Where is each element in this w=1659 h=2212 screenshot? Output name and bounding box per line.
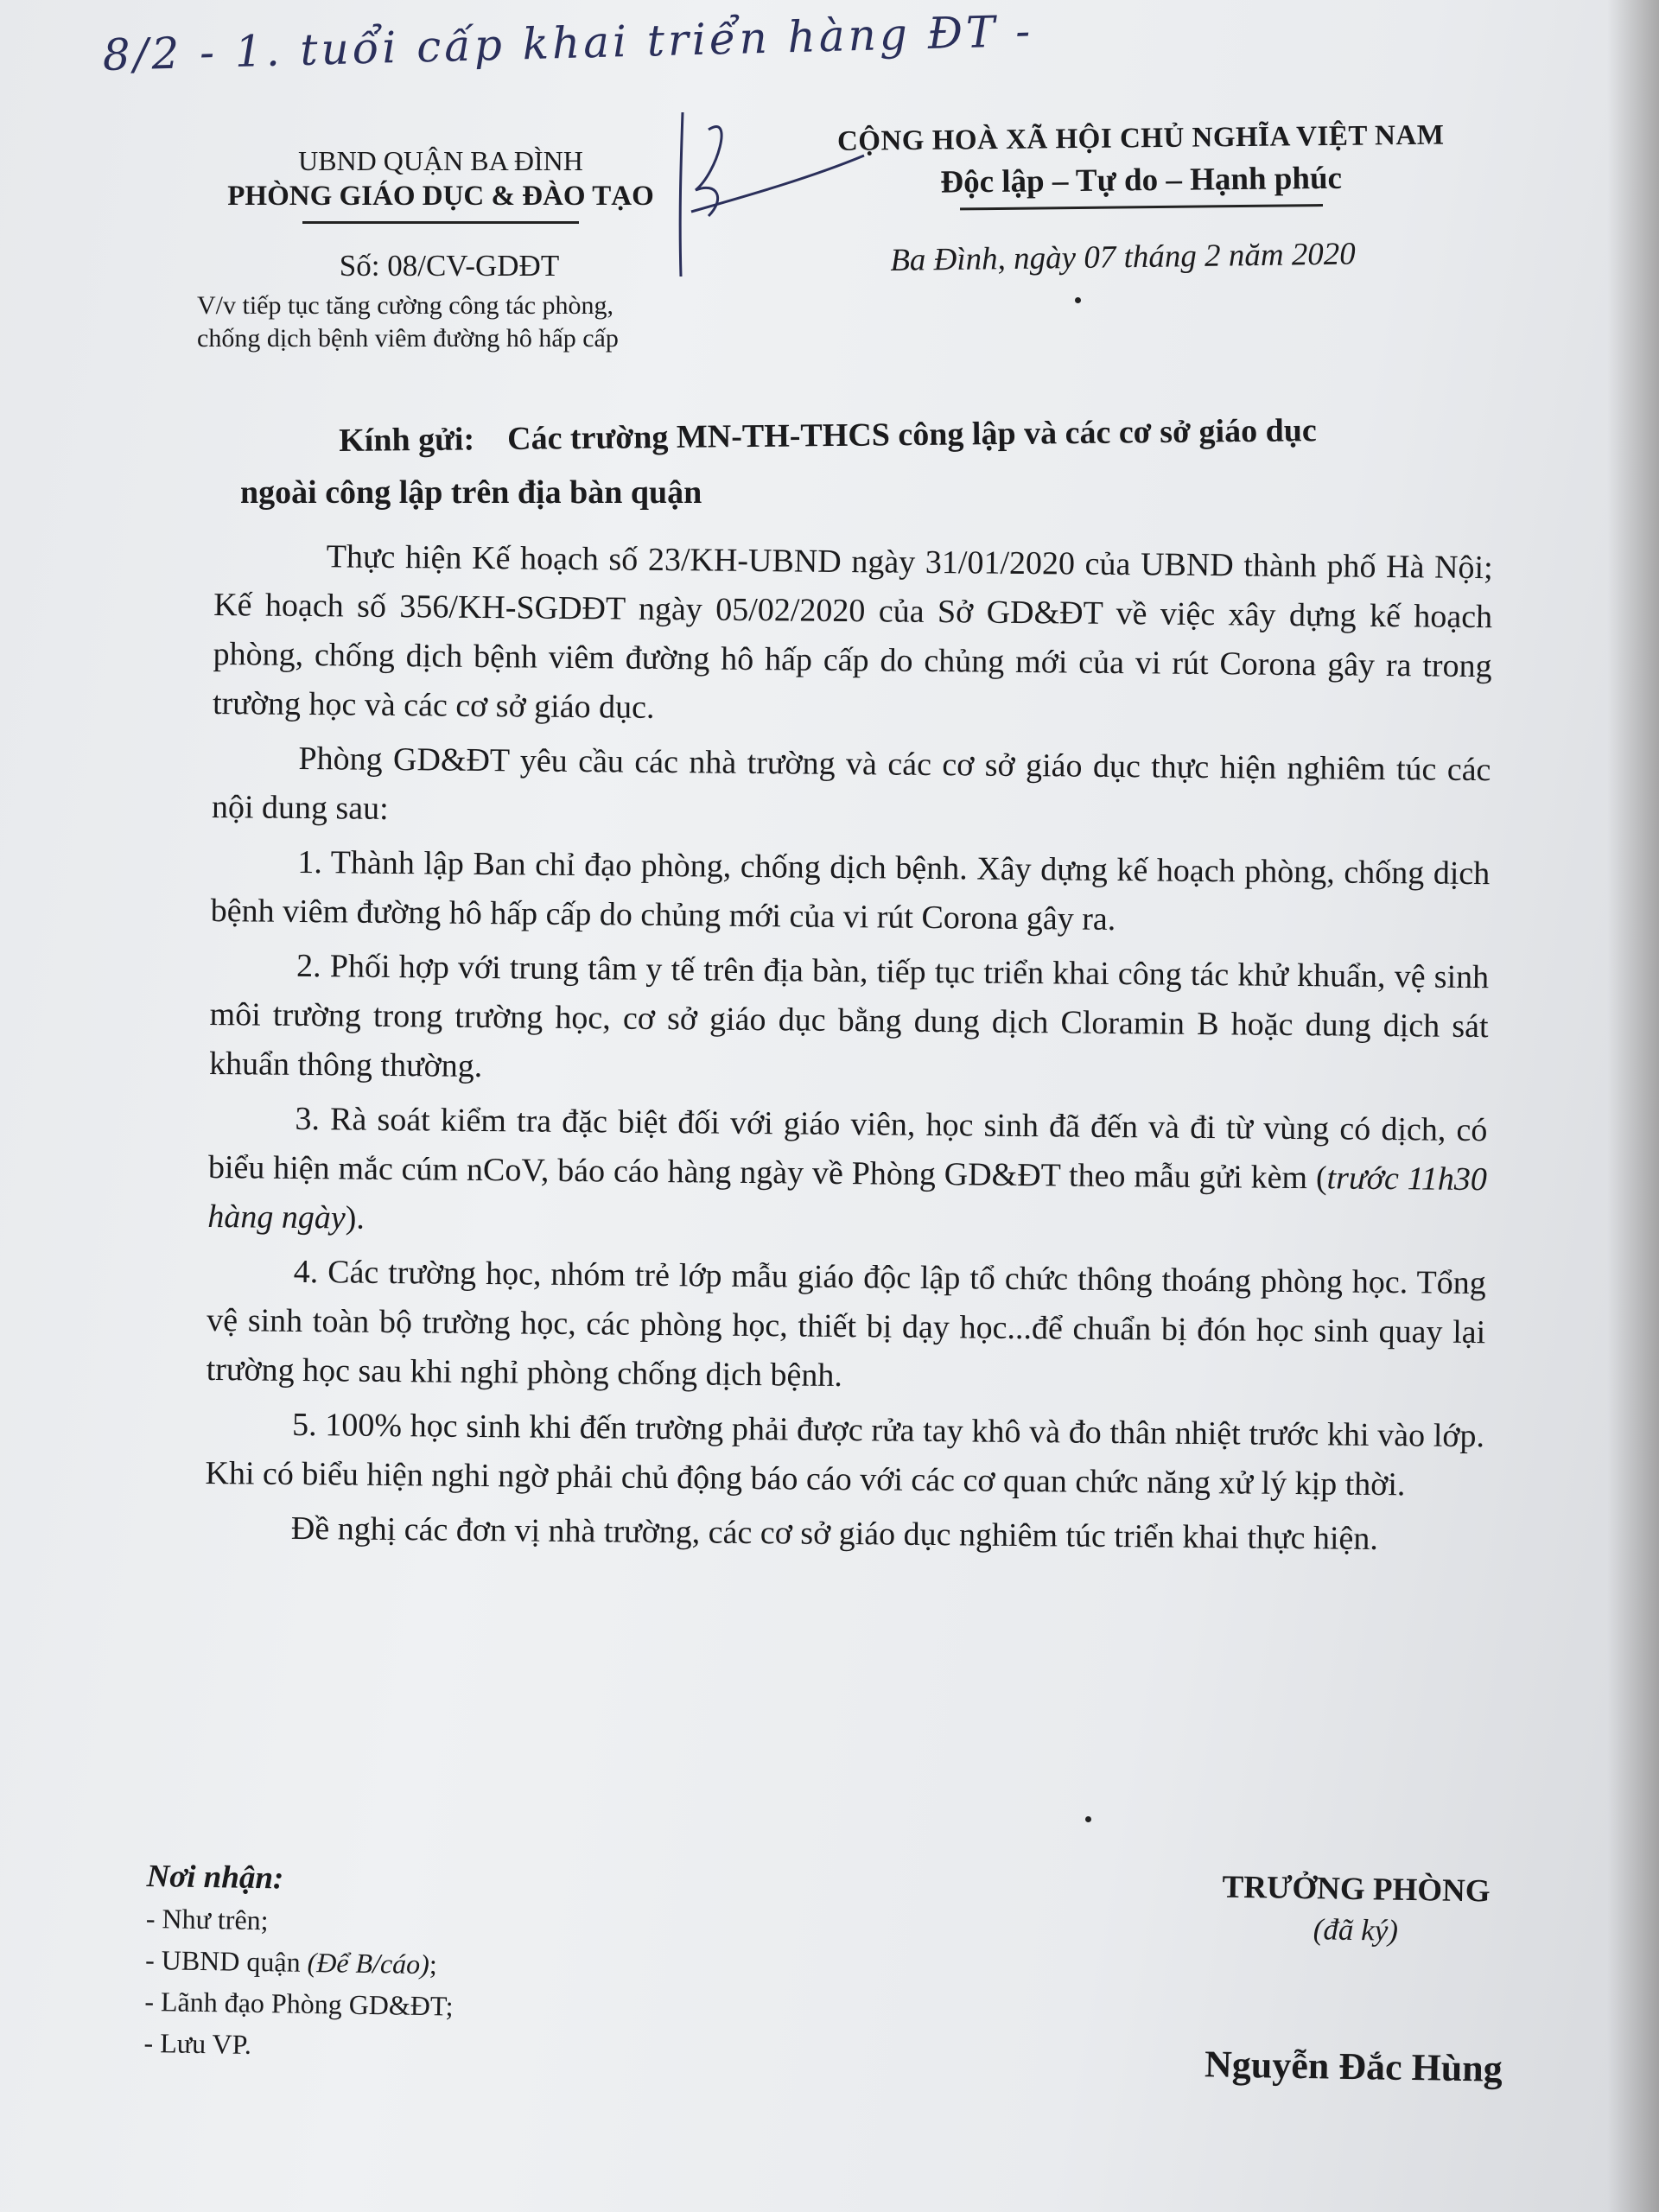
agency-line2: PHÒNG GIÁO DỤC & ĐÀO TẠO: [227, 181, 654, 212]
item-3: [207, 1094, 1488, 1254]
recipients-item-note: (Để B/cáo): [307, 1946, 430, 1980]
recipients-item: [145, 1939, 454, 1986]
request-paragraph: Phòng GD&ĐT yêu cầu các nhà trường và các cơ sở giáo dục thực hiện nghiêm túc các nội dung sau:: [211, 740, 1491, 827]
subject-line2: chống dịch bệnh viêm đường hô hấp cấp: [197, 324, 619, 353]
recipient-text2: ngoài công lập trên địa bàn quận: [240, 474, 702, 511]
item-3-end: ).: [345, 1199, 365, 1236]
handwritten-note: 8/2 - 1. tuổi cấp khai triển hàng ĐT -: [102, 5, 1034, 80]
national-motto: [830, 119, 1452, 212]
ink-dot: [1085, 1816, 1091, 1822]
ink-dot: [1075, 297, 1081, 303]
recipient-label: Kính gửi:: [339, 421, 475, 459]
recipients-item: - Lưu VP.: [143, 2026, 252, 2060]
item-2: 2. Phối hợp với trung tâm y tế trên địa bàn, tiếp tục triển khai công tác khử khuẩn, vệ sinh môi trường trong trường học, cơ sở giáo dục bằng dung dịch Cloramin B hoặc dung dịch sát khuẩn thông thường.: [208, 947, 1490, 1085]
motto-underline: [960, 204, 1323, 210]
subject-line1: V/v tiếp tục tăng cường công tác phòng,: [197, 291, 614, 320]
recipients-item-text: - UBND quận: [144, 1943, 308, 1978]
recipients-list: [143, 1856, 455, 2069]
item-3-deadline: trước 11h30 hàng ngày: [207, 1160, 1488, 1236]
item-3-text: 3. Rà soát kiểm tra đặc biệt đối với giáo viên, học sinh đã đến và đi từ vùng có dịch, có biểu hiện mắc cúm nCoV, báo cáo hàng ngày về Phòng GD&ĐT theo mẫu gửi kèm (: [207, 1100, 1488, 1197]
document-body: [205, 531, 1493, 1570]
country-line2: Độc lập – Tự do – Hạnh phúc: [940, 160, 1343, 200]
document-number: Số: 08/CV-GDĐT: [339, 249, 560, 283]
recipient-line1: [339, 411, 1317, 460]
recipients-item-end: ;: [429, 1948, 438, 1980]
item-1: 1. Thành lập Ban chỉ đạo phòng, chống dịch bệnh. Xây dựng kế hoạch phòng, chống dịch bệnh viêm đường hô hấp cấp do chủng mới của vi rút Corona gây ra.: [210, 843, 1491, 938]
place-date: Ba Đình, ngày 07 tháng 2 năm 2020: [890, 236, 1357, 278]
closing-paragraph: Đề nghị các đơn vị nhà trường, các cơ sở giáo dục nghiêm túc triển khai thực hiện.: [290, 1510, 1379, 1557]
agency-line1: UBND QUẬN BA ĐÌNH: [298, 145, 583, 176]
recipients-title: Nơi nhận:: [146, 1858, 284, 1897]
signer-name: Nguyễn Đắc Hùng: [1204, 2043, 1503, 2090]
item-5: 5. 100% học sinh khi đến trường phải được rửa tay khô và đo thân nhiệt trước khi vào lớp. Khi có biểu hiện nghi ngờ phải chủ động báo cáo với các cơ quan chức năng xử lý kịp thời.: [205, 1406, 1485, 1503]
document-subject: [197, 289, 619, 355]
signer-role: TRƯỞNG PHÒNG: [1222, 1869, 1491, 1910]
signed-note: (đã ký): [1313, 1912, 1399, 1948]
recipients-item: - Như trên;: [145, 1902, 269, 1936]
intro-paragraph: Thực hiện Kế hoạch số 23/KH-UBND ngày 31/01/2020 của UBND thành phố Hà Nội; Kế hoạch số 356/KH-SGDĐT ngày 05/02/2020 của Sở GD&ĐT về việc xây dựng kế hoạch phòng, chống dịch bệnh viêm đường hô hấp cấp do chủng mới của vi rút Corona gây ra trong trường học và các cơ sở giáo dục.: [212, 538, 1493, 726]
item-4: 4. Các trường học, nhóm trẻ lớp mẫu giáo độc lập tổ chức thông thoáng phòng học. Tổng vệ sinh toàn bộ trường học, các phòng học, thiết bị dạy học...để chuẩn bị đón học sinh quay lại trường học sau khi nghỉ phòng chống dịch bệnh.: [206, 1253, 1486, 1395]
country-line1: CỘNG HOÀ XÃ HỘI CHỦ NGHĨA VIỆT NAM: [836, 119, 1445, 157]
issuing-agency: [199, 145, 683, 224]
recipients-item: - Lãnh đạo Phòng GD&ĐT;: [144, 1985, 454, 2022]
recipient-text1: Các trường MN-TH-THCS công lập và các cơ sở giáo dục: [506, 412, 1317, 457]
agency-underline: [302, 221, 579, 224]
signature-block: [1077, 1866, 1633, 2093]
